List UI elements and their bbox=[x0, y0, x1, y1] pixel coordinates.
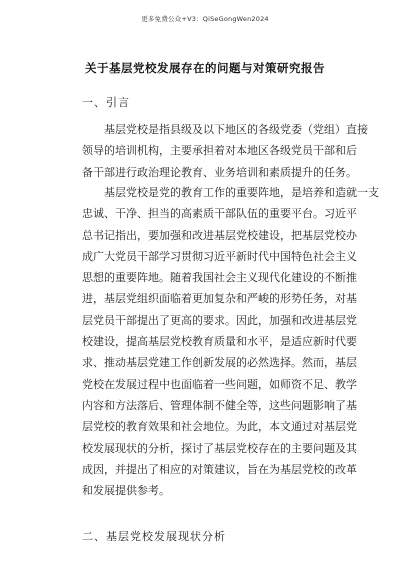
section-heading-introduction: 一、引言 bbox=[82, 96, 130, 109]
paragraph-line: 成因，并提出了相应的对策建议，旨在为基层党校的改革 bbox=[82, 462, 357, 476]
paragraph-line: 基层党校是指县级及以下地区的各级党委（党组）直接 bbox=[104, 123, 368, 136]
paragraph-line: 进，基层党组织面临着更加复杂和严峻的形势任务，对基 bbox=[82, 292, 357, 306]
paragraph-line: 忠诚、干净、担当的高素质干部队伍的重要平台。习近平 bbox=[82, 207, 357, 221]
paragraph-line: 领导的培训机构，主要承担着对本地区各级党员干部和后 bbox=[82, 144, 357, 158]
paragraph-line: 层党校的教育效果和社会地位。为此，本文通过对基层党 bbox=[82, 420, 357, 434]
paragraph-line: 党校在发展过程中也面临着一些问题，如师资不足、教学 bbox=[82, 377, 357, 391]
paragraph-1 bbox=[82, 119, 368, 183]
document-title: 关于基层党校发展存在的问题与对策研究报告 bbox=[85, 61, 325, 75]
paragraph-line: 校发展现状的分析，探讨了基层党校存在的主要问题及其 bbox=[82, 441, 357, 455]
paragraph-line: 和发展提供参考。 bbox=[82, 484, 170, 498]
paragraph-line: 备干部进行政治理论教育、业务培训和素质提升的任务。 bbox=[82, 165, 357, 179]
header-note: 更多免费公众+V3：QiSeGongWen2024 bbox=[141, 15, 269, 23]
paragraph-line: 内容和方法落后、管理体制不健全等，这些问题影响了基 bbox=[82, 398, 357, 412]
paragraph-line: 总书记指出，要加强和改进基层党校建设，把基层党校办 bbox=[82, 228, 357, 242]
paragraph-line: 层党员干部提出了更高的要求。因此，加强和改进基层党 bbox=[82, 313, 357, 327]
paragraph-line: 基层党校是党的教育工作的重要阵地，是培养和造就一支 bbox=[104, 186, 379, 199]
paragraph-line: 求、推动基层党建工作创新发展的必然选择。然而，基层 bbox=[82, 356, 357, 370]
paragraph-line: 思想的重要阵地。随着我国社会主义现代化建设的不断推 bbox=[82, 271, 357, 285]
section-heading-status-analysis: 二、基层党校发展现状分析 bbox=[82, 530, 226, 543]
paragraph-line: 成广大党员干部学习贯彻习近平新时代中国特色社会主义 bbox=[82, 249, 357, 263]
paragraph-line: 校建设，提高基层党校教育质量和水平，是适应新时代要 bbox=[82, 335, 357, 349]
paragraph-2 bbox=[82, 182, 379, 501]
